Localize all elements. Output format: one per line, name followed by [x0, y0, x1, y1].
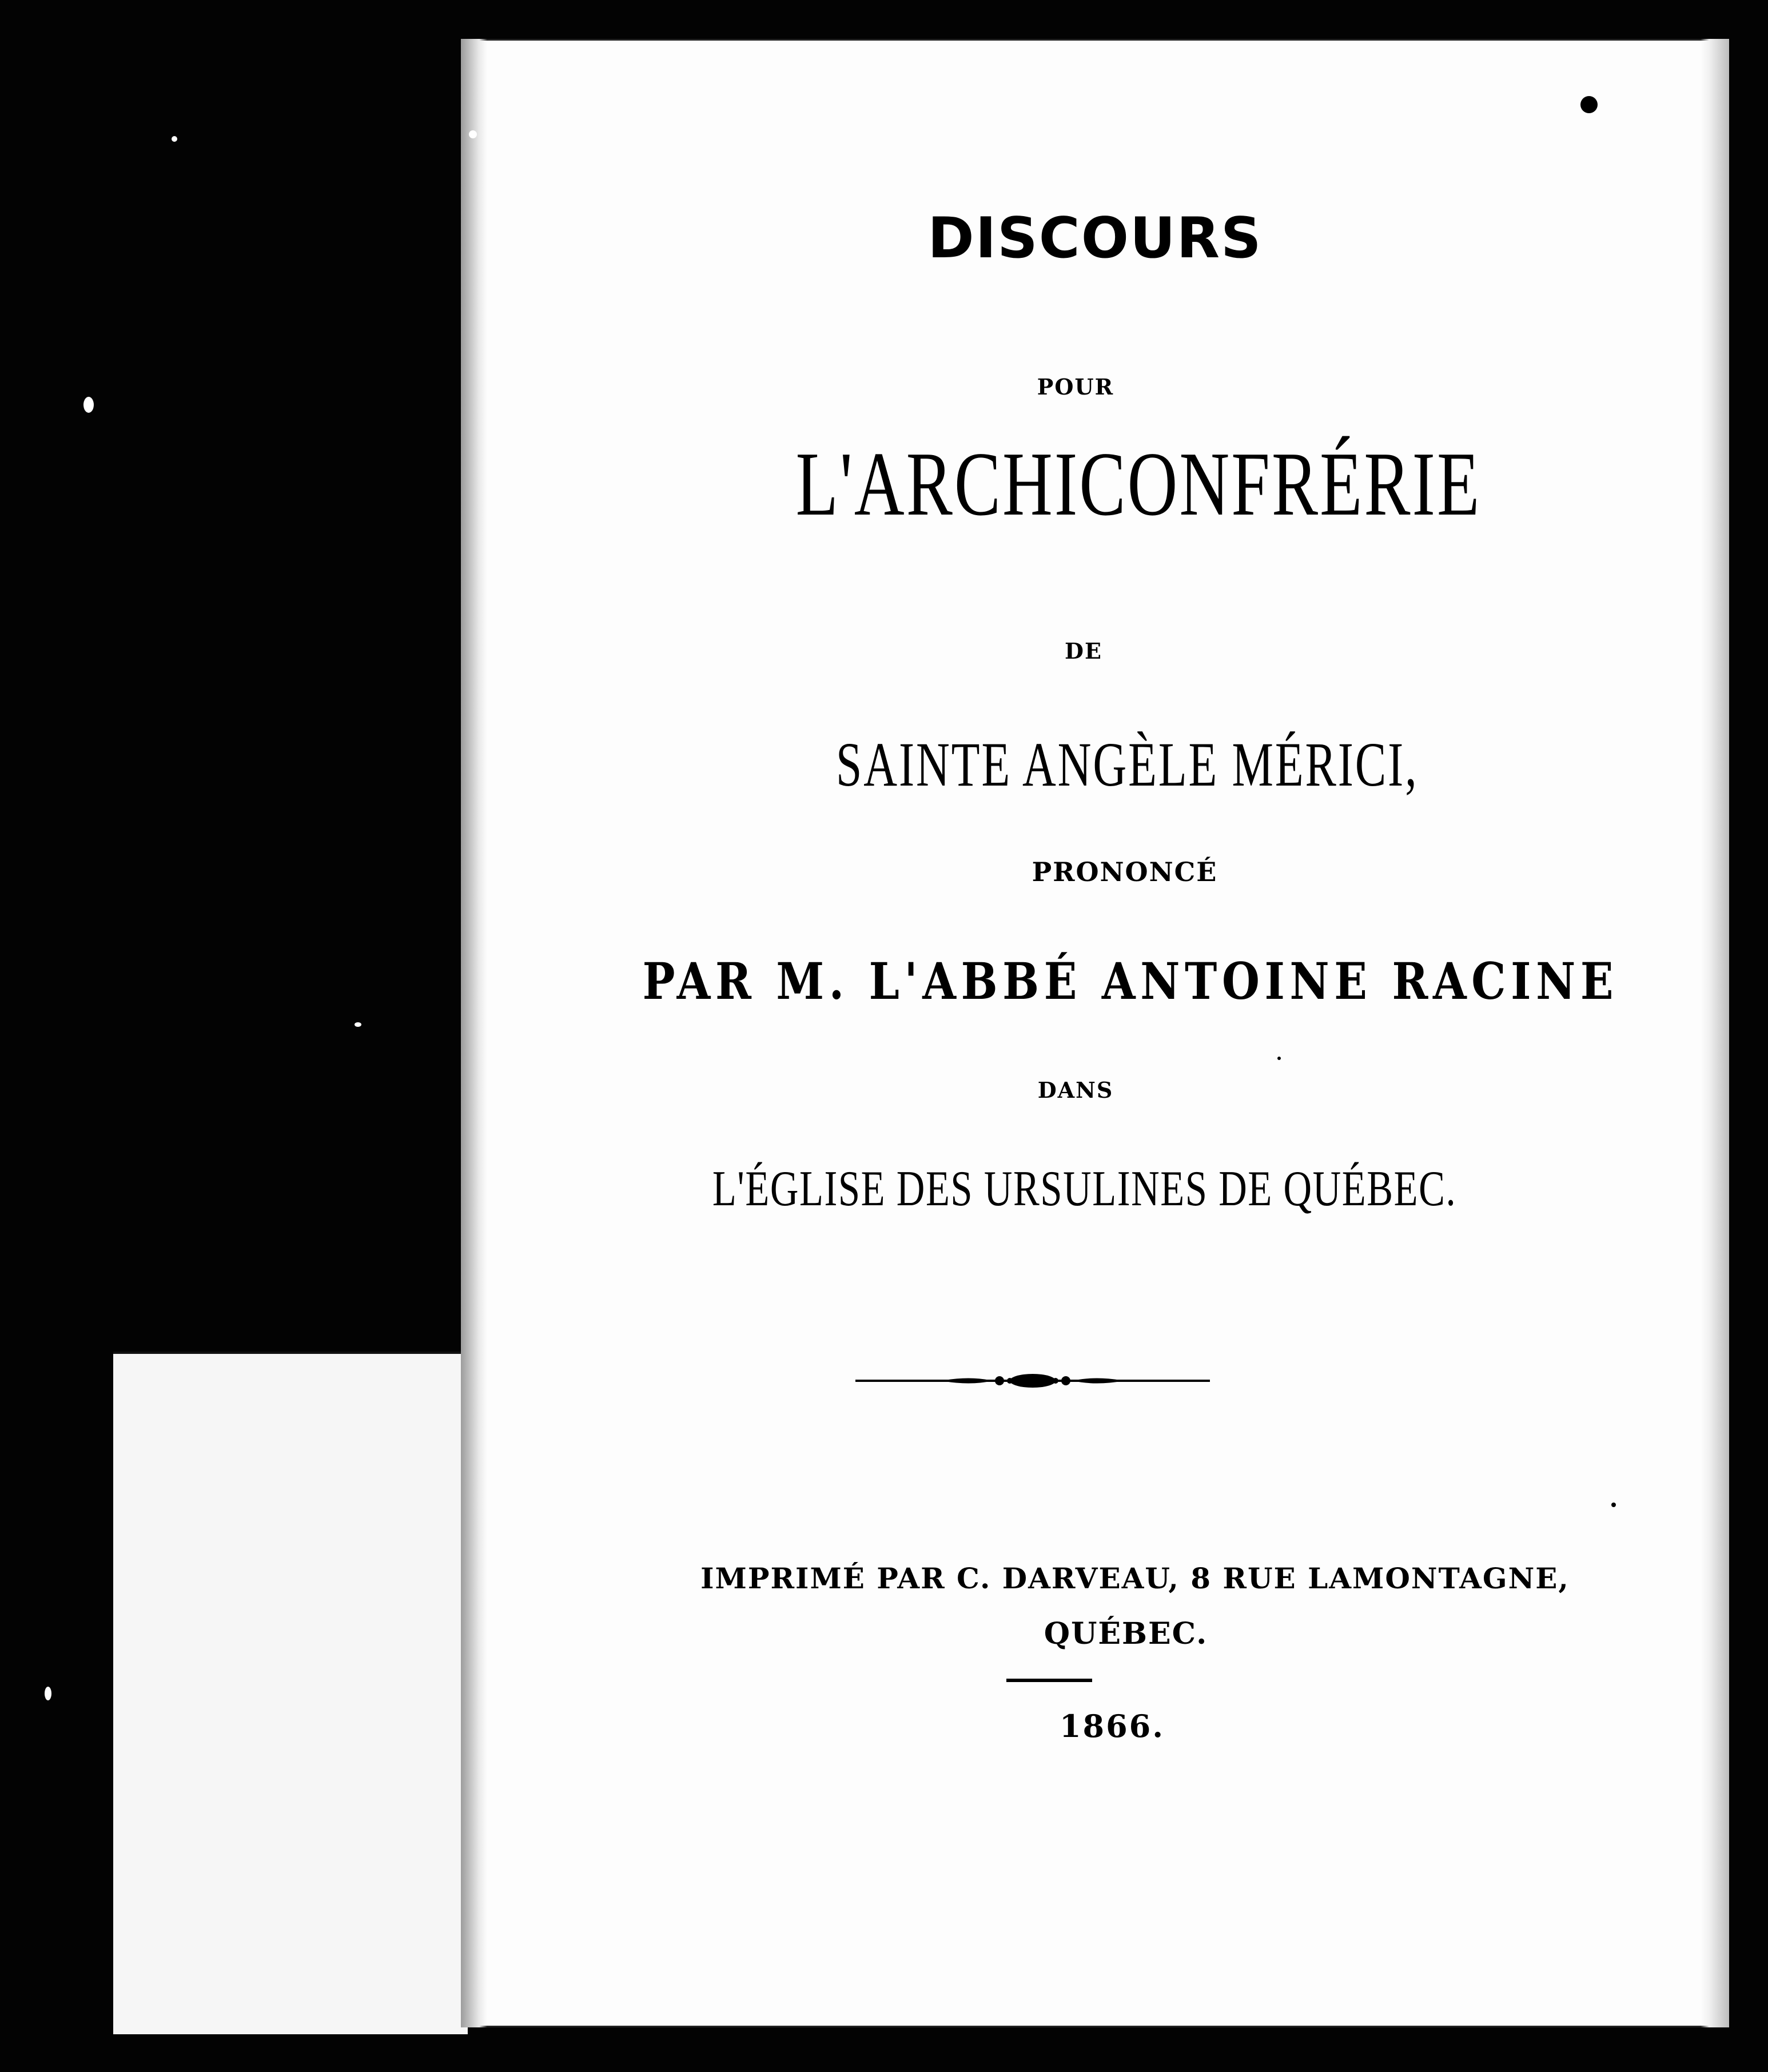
- imprint-city: QUÉBEC.: [1044, 1616, 1208, 1651]
- scan-speck: [172, 136, 177, 142]
- saint-name: SAINTE ANGÈLE MÉRICI,: [835, 730, 1419, 799]
- ornamental-rule-icon: [855, 1366, 1210, 1395]
- word-dans: DANS: [1037, 1077, 1114, 1103]
- ink-spot: [1277, 1057, 1281, 1060]
- publication-year: 1866.: [1059, 1708, 1165, 1744]
- title-discours: DISCOURS: [927, 206, 1263, 271]
- scan-speck: [469, 130, 477, 138]
- scan-speck: [45, 1687, 51, 1700]
- printer-line: IMPRIMÉ PAR C. DARVEAU, 8 RUE LAMONTAGNE,: [700, 1561, 1570, 1595]
- scan-speck: [355, 1022, 361, 1027]
- ink-spot: [1611, 1503, 1616, 1507]
- word-de: DE: [1065, 638, 1102, 664]
- title-page: [461, 39, 1729, 2027]
- short-rule: [1006, 1679, 1092, 1682]
- word-pour: POUR: [1037, 374, 1114, 400]
- scan-speck: [83, 397, 94, 413]
- underlying-sheet: [113, 1352, 468, 2034]
- ink-spot: [1580, 96, 1598, 113]
- word-prononce: PRONONCÉ: [1032, 856, 1218, 887]
- speaker-line: PAR M. L'ABBÉ ANTOINE RACINE: [642, 951, 1619, 1011]
- location-line: L'ÉGLISE DES URSULINES DE QUÉBEC.: [712, 1161, 1457, 1217]
- title-archiconfrerie: L'ARCHICONFRÉRIE: [795, 433, 1482, 535]
